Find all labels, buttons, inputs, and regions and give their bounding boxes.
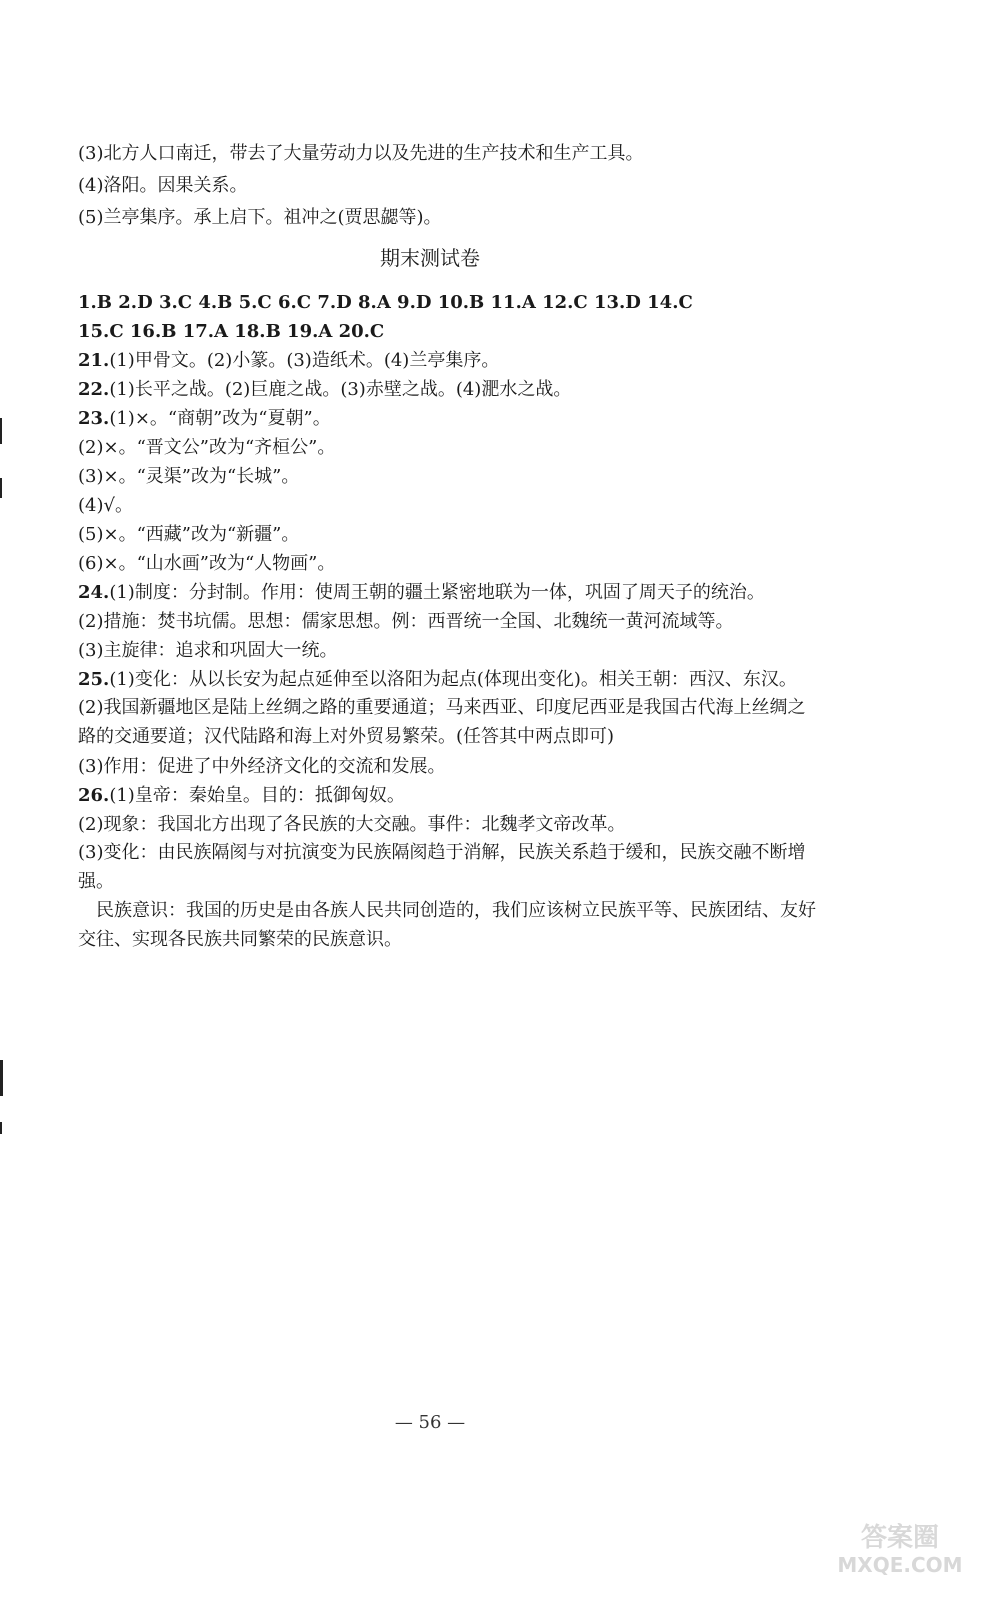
q23-answer-4: (4)√。 <box>78 495 133 516</box>
q23-text-1: (1)×。“商朝”改为“夏朝”。 <box>109 408 331 429</box>
q24-answer-3: (3)主旋律：追求和巩固大一统。 <box>78 640 338 661</box>
q23-number: 23. <box>78 408 110 429</box>
q21-text: (1)甲骨文。(2)小篆。(3)造纸术。(4)兰亭集序。 <box>109 350 500 371</box>
watermark-url: MXQE.COM <box>837 1553 963 1577</box>
q25-answer-1 <box>78 667 938 693</box>
section-title: 期末测试卷 <box>380 246 480 270</box>
q22-number: 22. <box>78 379 110 400</box>
mc-answers-row-2: 15.C 16.B 17.A 18.B 19.A 20.C <box>78 321 385 342</box>
q22-answer <box>78 377 938 403</box>
prev-answer-3: (3)北方人口南迁，带去了大量劳动力以及先进的生产技术和生产工具。 <box>78 143 644 164</box>
q24-number: 24. <box>78 582 110 603</box>
q25-text-1: (1)变化：从以长安为起点延伸至以洛阳为起点(体现出变化)。相关王朝：西汉、东汉。 <box>109 669 797 690</box>
q26-ethnic-awareness: 民族意识：我国的历史是由各族人民共同创造的，我们应该树立民族平等、民族团结、友好交往、实现各民族共同繁荣的民族意识。 <box>78 900 816 950</box>
scan-mark <box>0 1060 3 1096</box>
prev-answer-4: (4)洛阳。因果关系。 <box>78 175 248 196</box>
q22-text: (1)长平之战。(2)巨鹿之战。(3)赤壁之战。(4)淝水之战。 <box>109 379 572 400</box>
scan-mark <box>0 1122 2 1134</box>
q26-answer-1 <box>78 783 938 809</box>
q21-answer <box>78 348 938 374</box>
watermark-logo <box>825 1518 975 1578</box>
q23-answer-6: (6)×。“山水画”改为“人物画”。 <box>78 553 336 574</box>
prev-answer-5: (5)兰亭集序。承上启下。祖冲之(贾思勰等)。 <box>78 207 442 228</box>
q25-answer-3: (3)作用：促进了中外经济文化的交流和发展。 <box>78 756 446 777</box>
q25-number: 25. <box>78 669 110 690</box>
q24-answer-1 <box>78 580 938 606</box>
q26-number: 26. <box>78 785 110 806</box>
q26-text-1: (1)皇帝：秦始皇。目的：抵御匈奴。 <box>109 785 405 806</box>
q24-answer-2: (2)措施：焚书坑儒。思想：儒家思想。例：西晋统一全国、北魏统一黄河流域等。 <box>78 611 734 632</box>
watermark-logo-mark: 答案圈 <box>860 1523 940 1553</box>
page-number: — 56 — <box>394 1412 466 1433</box>
q26-answer-3: (3)变化：由民族隔阂与对抗演变为民族隔阂趋于消解，民族关系趋于缓和，民族交融不断增强。 <box>78 842 806 892</box>
mc-answers-row-1: 1.B 2.D 3.C 4.B 5.C 6.C 7.D 8.A 9.D 10.B 11.A 12.C 13.D 14.C <box>78 292 693 313</box>
q25-answer-2: (2)我国新疆地区是陆上丝绸之路的重要通道；马来西亚、印度尼西亚是我国古代海上丝绸之路的交通要道；汉代陆路和海上对外贸易繁荣。(任答其中两点即可) <box>78 697 806 747</box>
q23-answer-3: (3)×。“灵渠”改为“长城”。 <box>78 466 300 487</box>
q23-answer-1 <box>78 406 938 432</box>
scan-mark <box>0 478 2 498</box>
q26-answer-2: (2)现象：我国北方出现了各民族的大交融。事件：北魏孝文帝改革。 <box>78 814 626 835</box>
q21-number: 21. <box>78 350 110 371</box>
q23-answer-2: (2)×。“晋文公”改为“齐桓公”。 <box>78 437 336 458</box>
scan-mark <box>0 418 2 444</box>
q23-answer-5: (5)×。“西藏”改为“新疆”。 <box>78 524 300 545</box>
q24-text-1: (1)制度：分封制。作用：使周王朝的疆土紧密地联为一体，巩固了周天子的统治。 <box>109 582 765 603</box>
